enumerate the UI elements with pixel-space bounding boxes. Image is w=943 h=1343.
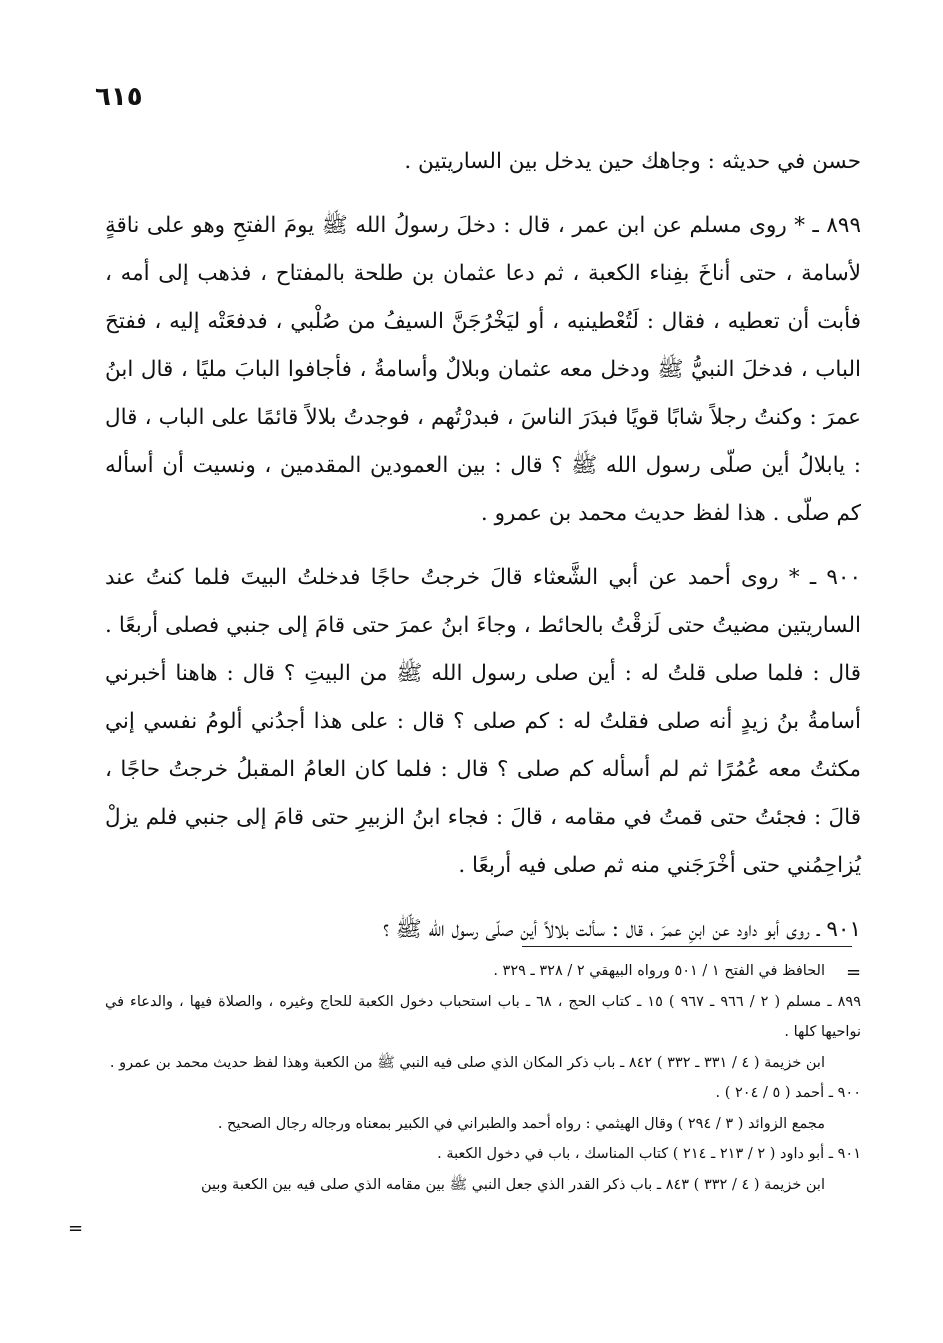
footnote-line: ابن خزيمة ( ٤ / ٣٣٢ ) ٨٤٣ ـ باب ذكر القدر الذي جعل النبي ﷺ بين مقامه الذي صلى فيه بين الكعبة وبين — [201, 1176, 825, 1193]
paragraph-899: ٨٩٩ ـ * روى مسلم عن ابن عمر ، قال : دخلَ رسولُ الله ﷺ يومَ الفتحِ وهو على ناقةٍ لأسامة ، حتى أناخَ بفِناء الكعبة ، ثم دعا عثمان بن طلحة بالمفتاح ، فذهب إلى أمه ، فأبت أن تعطيه ، فقال : لَتُعْطينيه ، أو ليَخْرُجَنَّ السيفُ من صُلْبي ، فدفعَتْه إليه ، ففتحَ الباب ، فدخلَ النبيُّ ﷺ ودخل معه عثمان وبلالٌ وأسامةُ ، فأجافوا البابَ مليًا ، قال ابنُ عمرَ : وكنتُ رجلاً شابًا قويًا فبدَرَ الناسَ ، فبدرْتُهم ، فوجدتُ بلالاً قائمًا على الباب ، قال : يابلالُ أين صلّى رسول الله ﷺ ؟ قال : بين العمودين المقدمين ، ونسيت أن أسأله كم صلّى . هذا لفظ حديث محمد بن عمرو . — [105, 213, 861, 526]
footnote-line: ابن خزيمة ( ٤ / ٣٣١ ـ ٣٣٢ ) ٨٤٢ ـ باب ذكر المكان الذي صلى فيه النبي ﷺ من الكعبة وهذا لفظ حديث محمد بن عمرو . — [109, 1054, 825, 1071]
paragraph-901: ٩٠١ ـ روى أبو داود عن ابنِ عمرَ ، قال : سألت بلالاً أين صلّى رسول الله ﷺ ؟ — [382, 917, 861, 942]
paragraph-900: ٩٠٠ ـ * روى أحمد عن أبي الشَّعثاء قالَ خرجتُ حاجًا فدخلتُ البيتَ فلما كنتُ عند الساريتين مضيتُ حتى لَزقْتُ بالحائط ، وجاءَ ابنُ عمرَ حتى قامَ إلى جنبي فصلى أربعًا . قال : فلما صلى قلتُ له : أين صلى رسول الله ﷺ من البيتِ ؟ قال : هاهنا أخبرني أسامةُ بنُ زيدٍ أنه صلى فقلتُ له : كم صلى ؟ قال : على هذا أجدُني ألومُ نفسي إني مكثتُ معه عُمُرًا ثم لم أسأله كم صلى ؟ قال : فلما كان العامُ المقبلُ خرجتُ حاجًا ، قالَ : فجئتُ حتى قمتُ في مقامه ، قالَ : فجاء ابنُ الزبيرِ حتى قامَ إلى جنبي فلم يزلْ يُزاحِمُني حتى أخْرَجَني منه ثم صلى فيه أربعًا . — [105, 565, 861, 878]
footnote-line: مجمع الزوائد ( ٣ / ٢٩٤ ) وقال الهيثمي : رواه أحمد والطبراني في الكبير بمعناه ورجاله رجال الصحيح . — [217, 1115, 825, 1132]
footnote-900: ٩٠٠ ـ أحمد ( ٥ / ٢٠٤ ) . — [715, 1085, 861, 1101]
footnote-continuation-mark-top: = — [846, 962, 862, 983]
footnote-901: ٩٠١ ـ أبو داود ( ٢ / ٢١٣ ـ ٢١٤ ) كتاب المناسك ، باب في دخول الكعبة . — [437, 1146, 861, 1162]
footnotes — [105, 956, 861, 1200]
footnote-separator — [522, 946, 852, 947]
page-number: ٦١٥ — [95, 82, 143, 112]
footnote-line: الحافظ في الفتح ١ / ٥٠١ ورواه البيهقي ٢ / ٣٢٨ ـ ٣٢٩ . — [493, 963, 825, 979]
body-text — [105, 138, 861, 954]
paragraph-continuation: حسن في حديثه : وجاهك حين يدخل بين الساريتين . — [404, 149, 861, 174]
footnote-899: ٨٩٩ ـ مسلم ( ٢ / ٩٦٦ ـ ٩٦٧ ) ١٥ ـ كتاب الحج ، ٦٨ ـ باب استحباب دخول الكعبة للحاج وغيره ، والصلاة فيها ، والدعاء في نواحيها كلها . — [105, 993, 862, 1040]
footnote-continuation-mark-bottom: = — [68, 1218, 84, 1239]
